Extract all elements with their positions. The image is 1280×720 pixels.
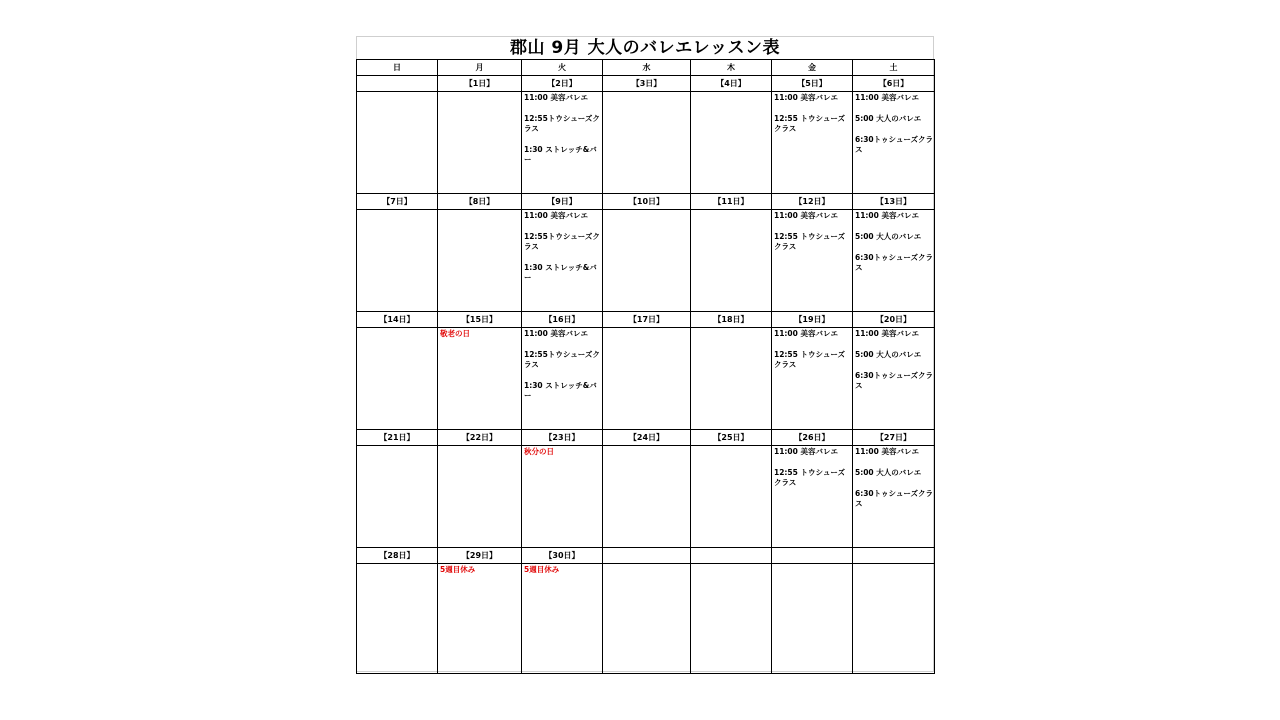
calendar-table bbox=[356, 59, 935, 674]
day-cell[interactable] bbox=[691, 446, 772, 548]
day-events bbox=[772, 564, 852, 565]
lesson-entry: 6:30トゥシューズクラス bbox=[855, 489, 933, 508]
lesson-entry: 6:30トゥシューズクラス bbox=[855, 135, 933, 154]
day-cell[interactable] bbox=[691, 92, 772, 194]
date-label bbox=[603, 548, 691, 564]
day-events bbox=[853, 446, 934, 509]
lesson-entry: 5:00 大人のバレエ bbox=[855, 468, 922, 477]
date-label bbox=[853, 548, 935, 564]
day-events bbox=[357, 564, 437, 565]
weekday-wed: 水 bbox=[603, 60, 691, 76]
day-cell[interactable] bbox=[772, 328, 853, 430]
date-label: 【6日】 bbox=[853, 76, 935, 92]
day-cell[interactable] bbox=[603, 564, 691, 674]
day-events bbox=[603, 564, 690, 565]
date-label: 【17日】 bbox=[603, 312, 691, 328]
day-events bbox=[603, 328, 690, 329]
lesson-entry: 12:55 トウシューズクラス bbox=[774, 232, 845, 251]
day-cell[interactable] bbox=[438, 328, 522, 430]
lesson-entry: 11:00 美容バレエ bbox=[855, 329, 919, 338]
day-events bbox=[603, 446, 690, 447]
weekday-header-row bbox=[357, 60, 935, 76]
lesson-entry: 5:00 大人のバレエ bbox=[855, 232, 922, 241]
day-events bbox=[438, 446, 521, 447]
date-label: 【1日】 bbox=[438, 76, 522, 92]
day-events bbox=[691, 564, 771, 565]
day-events bbox=[522, 564, 602, 575]
date-label: 【13日】 bbox=[853, 194, 935, 210]
day-cell[interactable] bbox=[357, 446, 438, 548]
day-events bbox=[772, 92, 852, 134]
day-cell[interactable] bbox=[603, 446, 691, 548]
day-cell[interactable] bbox=[853, 92, 935, 194]
date-label: 【11日】 bbox=[691, 194, 772, 210]
date-label: 【10日】 bbox=[603, 194, 691, 210]
date-label: 【20日】 bbox=[853, 312, 935, 328]
day-cell[interactable] bbox=[853, 328, 935, 430]
date-label: 【9日】 bbox=[522, 194, 603, 210]
weekday-mon: 月 bbox=[438, 60, 522, 76]
week-3-date-row bbox=[357, 312, 935, 328]
lesson-entry: 12:55トウシューズクラス bbox=[524, 114, 600, 133]
weekday-thu: 木 bbox=[691, 60, 772, 76]
lesson-entry: 6:30トゥシューズクラス bbox=[855, 253, 933, 272]
day-events bbox=[357, 446, 437, 447]
holiday-note: 敬老の日 bbox=[440, 329, 470, 338]
lesson-entry: 12:55トウシューズクラス bbox=[524, 232, 600, 251]
lesson-entry: 11:00 美容バレエ bbox=[524, 211, 588, 220]
day-cell[interactable] bbox=[603, 328, 691, 430]
day-events bbox=[438, 564, 521, 575]
day-cell[interactable] bbox=[853, 564, 935, 674]
day-cell[interactable] bbox=[772, 564, 853, 674]
date-label: 【2日】 bbox=[522, 76, 603, 92]
day-events bbox=[853, 92, 934, 155]
week-2-date-row bbox=[357, 194, 935, 210]
date-label: 【8日】 bbox=[438, 194, 522, 210]
day-events bbox=[603, 92, 690, 93]
day-events bbox=[522, 446, 602, 457]
date-label: 【5日】 bbox=[772, 76, 853, 92]
lesson-entry: 5:00 大人のバレエ bbox=[855, 350, 922, 359]
day-cell[interactable] bbox=[691, 328, 772, 430]
day-cell[interactable] bbox=[853, 210, 935, 312]
day-events bbox=[853, 328, 934, 391]
day-events bbox=[357, 92, 437, 93]
day-cell[interactable] bbox=[357, 92, 438, 194]
date-label: 【3日】 bbox=[603, 76, 691, 92]
lesson-entry: 1:30 ストレッチ&バー bbox=[524, 145, 597, 164]
day-events bbox=[522, 328, 602, 401]
day-cell[interactable] bbox=[438, 210, 522, 312]
day-cell[interactable] bbox=[772, 92, 853, 194]
date-label: 【7日】 bbox=[357, 194, 438, 210]
holiday-note: 5週目休み bbox=[524, 565, 560, 574]
date-label: 【12日】 bbox=[772, 194, 853, 210]
day-events bbox=[691, 446, 771, 447]
lesson-entry: 12:55 トウシューズクラス bbox=[774, 468, 845, 487]
lesson-entry: 11:00 美容バレエ bbox=[524, 93, 588, 102]
day-events bbox=[357, 328, 437, 329]
day-events bbox=[853, 564, 934, 565]
date-label: 【28日】 bbox=[357, 548, 438, 564]
day-events bbox=[691, 328, 771, 329]
date-label: 【22日】 bbox=[438, 430, 522, 446]
day-cell[interactable] bbox=[853, 446, 935, 548]
day-cell[interactable] bbox=[438, 92, 522, 194]
day-cell[interactable] bbox=[522, 92, 603, 194]
day-cell[interactable] bbox=[772, 210, 853, 312]
date-label: 【26日】 bbox=[772, 430, 853, 446]
date-label: 【16日】 bbox=[522, 312, 603, 328]
week-5-date-row bbox=[357, 548, 935, 564]
date-label bbox=[357, 76, 438, 92]
date-label: 【29日】 bbox=[438, 548, 522, 564]
week-2-events-row bbox=[357, 210, 935, 312]
day-events bbox=[522, 92, 602, 165]
date-label bbox=[772, 548, 853, 564]
date-label: 【19日】 bbox=[772, 312, 853, 328]
date-label: 【24日】 bbox=[603, 430, 691, 446]
lesson-entry: 11:00 美容バレエ bbox=[855, 211, 919, 220]
lesson-entry: 1:30 ストレッチ&バー bbox=[524, 263, 597, 282]
day-events bbox=[772, 210, 852, 252]
week-5-events-row bbox=[357, 564, 935, 674]
day-events bbox=[438, 328, 521, 339]
date-label: 【18日】 bbox=[691, 312, 772, 328]
day-cell[interactable] bbox=[357, 328, 438, 430]
day-events bbox=[357, 210, 437, 211]
lesson-entry: 11:00 美容バレエ bbox=[774, 211, 838, 220]
day-cell[interactable] bbox=[772, 446, 853, 548]
day-cell[interactable] bbox=[438, 564, 522, 674]
day-events bbox=[772, 328, 852, 370]
date-label: 【21日】 bbox=[357, 430, 438, 446]
day-cell[interactable] bbox=[691, 564, 772, 674]
week-4-date-row bbox=[357, 430, 935, 446]
day-events bbox=[772, 446, 852, 488]
day-events bbox=[853, 210, 934, 273]
day-events bbox=[438, 210, 521, 211]
page-title: 郡山 9月 大人のバレエレッスン表 bbox=[510, 38, 780, 58]
calendar-body bbox=[357, 76, 935, 674]
lesson-entry: 11:00 美容バレエ bbox=[774, 447, 838, 456]
lesson-entry: 11:00 美容バレエ bbox=[855, 93, 919, 102]
date-label: 【14日】 bbox=[357, 312, 438, 328]
day-cell[interactable] bbox=[691, 210, 772, 312]
lesson-entry: 1:30 ストレッチ&バー bbox=[524, 381, 597, 400]
day-cell[interactable] bbox=[522, 210, 603, 312]
week-1-date-row bbox=[357, 76, 935, 92]
holiday-note: 5週目休み bbox=[440, 565, 476, 574]
day-cell[interactable] bbox=[357, 564, 438, 674]
week-1-events-row bbox=[357, 92, 935, 194]
day-events bbox=[691, 210, 771, 211]
lesson-entry: 12:55 トウシューズクラス bbox=[774, 114, 845, 133]
day-cell[interactable] bbox=[357, 210, 438, 312]
holiday-note: 秋分の日 bbox=[524, 447, 554, 456]
weekday-fri: 金 bbox=[772, 60, 853, 76]
day-events bbox=[691, 92, 771, 93]
day-events bbox=[603, 210, 690, 211]
day-cell[interactable] bbox=[603, 210, 691, 312]
date-label: 【23日】 bbox=[522, 430, 603, 446]
day-events bbox=[522, 210, 602, 283]
week-3-events-row bbox=[357, 328, 935, 430]
date-label: 【30日】 bbox=[522, 548, 603, 564]
weekday-sat: 土 bbox=[853, 60, 935, 76]
lesson-entry: 11:00 美容バレエ bbox=[855, 447, 919, 456]
weekday-sun: 日 bbox=[357, 60, 438, 76]
date-label: 【15日】 bbox=[438, 312, 522, 328]
week-4-events-row bbox=[357, 446, 935, 548]
lesson-entry: 5:00 大人のバレエ bbox=[855, 114, 922, 123]
date-label bbox=[691, 548, 772, 564]
lesson-entry: 6:30トゥシューズクラス bbox=[855, 371, 933, 390]
lesson-entry: 11:00 美容バレエ bbox=[774, 93, 838, 102]
date-label: 【25日】 bbox=[691, 430, 772, 446]
day-cell[interactable] bbox=[603, 92, 691, 194]
day-cell[interactable] bbox=[522, 446, 603, 548]
day-cell[interactable] bbox=[522, 328, 603, 430]
date-label: 【4日】 bbox=[691, 76, 772, 92]
lesson-entry: 11:00 美容バレエ bbox=[774, 329, 838, 338]
day-cell[interactable] bbox=[438, 446, 522, 548]
lesson-entry: 12:55トウシューズクラス bbox=[524, 350, 600, 369]
date-label: 【27日】 bbox=[853, 430, 935, 446]
day-cell[interactable] bbox=[522, 564, 603, 674]
lesson-entry: 12:55 トウシューズクラス bbox=[774, 350, 845, 369]
lesson-entry: 11:00 美容バレエ bbox=[524, 329, 588, 338]
weekday-tue: 火 bbox=[522, 60, 603, 76]
day-events bbox=[438, 92, 521, 93]
